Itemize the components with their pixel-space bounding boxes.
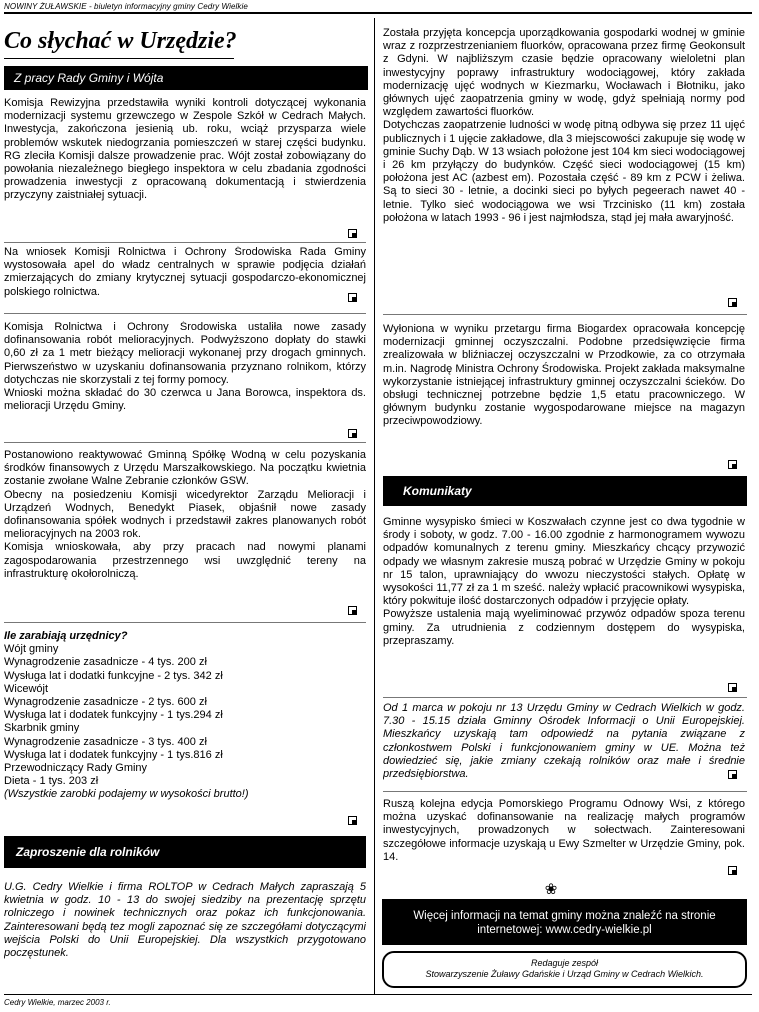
section-banner-council-label: Z pracy Rady Gminy i Wójta: [14, 71, 164, 85]
salary-line: Wysługa lat i dodatek funkcyjny - 1 tys.294 zł: [4, 709, 223, 722]
article-separator: [383, 791, 747, 792]
section-banner-invitation: [4, 836, 366, 868]
article-melioration-rules: Komisja Rolnictwa i Ochrony Środowiska ustaliła nowe zasady dofinansowania robót melioracyjnych. Podwyższono dopłaty do stawki 0,60 zł za 1 metr bieżący melioracji wykonanej przy drogach gminnych. Pierwszeństwo w uzyskaniu dofinansowania przyznano rolnikom, którzy dotychczas nie skorzystali z tej formy pomocy. Wnioski można składać do 30 czerwca u Jana Borowca, inspektora ds. melioracji Urzędu Gminy.: [4, 321, 366, 413]
salary-line: Wynagrodzenie zasadnicze - 3 tys. 400 zł: [4, 735, 207, 748]
salary-line: Wicewójt: [4, 682, 49, 695]
salary-line: Wysługa lat i dodatek funkcyjny - 1 tys.816 zł: [4, 748, 223, 761]
article-farmer-invitation: U.G. Cedry Wielkie i firma ROLTOP w Cedrach Małych zapraszają 5 kwietnia w godz. 10 - 13 do swojej siedziby na prezentację sprzętu rolniczego i nowinek technicznych oraz pokaz ich funkcjonowania. Zainteresowani będą tez mogli zapoznać się ze szczegółami dotyczącymi wejścia Polski do Unii Europejskiej. Dla wszystkich przygotowano poczęstunek.: [4, 881, 366, 960]
salary-line: Przewodniczący Rady Gminy: [4, 762, 148, 775]
column-divider: [374, 18, 375, 994]
header-rule: [4, 12, 752, 14]
end-of-article-square-icon: [348, 293, 357, 302]
salary-line: Skarbnik gminy: [4, 722, 80, 735]
article-agriculture-appeal: Na wniosek Komisji Rolnictwa i Ochrony Środowiska Rada Gminy wystosowała apel do władz centralnych w sprawie podjęcia działań zmierzających do zmiany krytycznej sytuacji gospodarczo-ekonomicznej polskiego rolnictwa.: [4, 246, 366, 298]
website-link[interactable]: internetowej: www.cedry-wielkie.pl: [477, 924, 652, 936]
end-of-article-square-icon: [728, 298, 737, 307]
website-info-box: [382, 899, 747, 945]
end-of-article-square-icon: [728, 460, 737, 469]
article-separator: [383, 314, 747, 315]
article-separator: [4, 442, 366, 443]
section-banner-announcements-label: Komunikaty: [403, 484, 472, 498]
salary-line: Wójt gminy: [4, 643, 59, 656]
page-title: Co słychać w Urzędzie?: [4, 28, 237, 54]
article-separator: [4, 242, 366, 243]
end-of-article-square-icon: [728, 770, 737, 779]
section-banner-announcements: [383, 476, 747, 506]
title-underline: [4, 58, 234, 59]
editor-names: Stowarzyszenie Żuławy Gdańskie i Urząd Gminy w Cedrach Wielkich.: [425, 969, 704, 979]
salary-line: Wysługa lat i dodatki funkcyjne - 2 tys. 342 zł: [4, 669, 223, 682]
footer-rule: [4, 994, 752, 995]
salary-line: Wynagrodzenie zasadnicze - 4 tys. 200 zł: [4, 656, 207, 669]
editorial-team-box: [382, 951, 747, 988]
article-separator: [4, 622, 366, 623]
end-of-article-square-icon: [728, 866, 737, 875]
article-water-management: Została przyjęta koncepcja uporządkowania gospodarki wodnej w gminie wraz z rozprzestrzenianiem fluorków, opracowana przez firmę Geokonsult z Gdyni. W najbliższym czasie będzie opracowany wieloletni plan inwestycyjny poprawy infrastruktury wodociągowej, który zakłada modernizację ujęć wodnych w Kiezmarku, Wocławach i Błotniku, jako głównych ujęć zaopatrzenia gminy w wodę, gdyż spełniają normy pod względem zawartości fluorków. Dotychczas zaopatrzenie ludności w wodę pitną odbywa się przez 11 ujęć publicznych i 1 ujęcie zakładowe, dla 3 miejscowości zakupuje się wodę w gminie Suchy Dąb. W 13 wsiach położone jest 104 km sieci wodociągowej i 26 km przyłączy do budynków. Część sieci wodociągowej (15 km) położona jest AC (azbest em). Pozostała część - 89 km z PCW i żeliwa. Są to sieci 30 - letnie, a docinki sieci po byłych pegeerach nawet 40 - letnie. Tylko sieć wodociągowa we wsi Trzcinisko (11 km) została położona w latach 1993 - 96 i jest najmłodsza, stąd jej mała awaryjność.: [383, 27, 745, 224]
article-eu-info-center: Od 1 marca w pokoju nr 13 Urzędu Gminy w Cedrach Wielkich w godz. 7.30 - 15.15 działa Gminny Ośrodek Informacji o Unii Europejskiej. Mieszkańcy uzyskają tam odpowiedź na pytania związane z członkostwem Polski i funkcjonowaniem gminy w UE. Można też dowiedzieć się, jakie zmiany czekają rolników oraz małe i średnie przedsiębiorstwa.: [383, 702, 745, 781]
article-audit-commission: Komisja Rewizyjna przedstawiła wyniki kontroli dotyczącej wykonania modernizacji systemu grzewczego w Zespole Szkół w Cedrach Małych. Inwestycja, zakończona jesienią ub. roku, wciąż przysparza wiele problemów wskutek niedogrzania pomieszczeń w starej części budynku. RG zleciła Komisji dalsze prowadzenie prac. Wójt został zobowiązany do powołania niezależnego biegłego inspektora w celu zbadania zgodności prowadzenia inwestycji z opracowaną dokumentacją i stwierdzenia przyczyny zaistniałej sytuacji.: [4, 97, 366, 202]
article-village-renewal: Ruszą kolejna edycja Pomorskiego Programu Odnowy Wsi, z którego można uzyskać dofinansowanie na realizację małych programów inwestycyjnych, prowadzonych w sołectwach. Zainteresowani szczegółowe informacje uzyskają u Ewy Szmelter w Urzędzie Gminy, pok. 14.: [383, 798, 745, 863]
article-water-company: Postanowiono reaktywować Gminną Spółkę Wodną w celu pozyskania środków finansowych z Urzędu Marszałkowskiego. Na początku kwietnia zostanie zwołane Walne Zebranie członków GSW. Obecny na posiedzeniu Komisji wicedyrektor Zarządu Melioracji i Urządzeń Wodnych, Benedykt Piasek, objaśnił nowe zasady dofinansowania spółek wodnych i przedstawił zakres planowanych robót melioracyjnych na 2003 rok. Komisja wnioskowała, aby przy pracach nad nowymi planami zagospodarowania przestrzennego wsi uwzględnić tereny na infrastrukturę okołorolniczą.: [4, 449, 366, 580]
salary-line: Dieta - 1 tys. 203 zł: [4, 775, 99, 788]
end-of-article-square-icon: [348, 606, 357, 615]
article-separator: [383, 697, 747, 698]
website-info-line: Więcej informacji na temat gminy można znaleźć na stronie: [413, 910, 716, 922]
end-of-article-square-icon: [348, 816, 357, 825]
section-banner-council: [4, 66, 368, 90]
end-of-article-square-icon: [348, 229, 357, 238]
article-salaries: [4, 630, 366, 826]
salary-line: Wynagrodzenie zasadnicze - 2 tys. 600 zł: [4, 696, 207, 709]
article-sewage-plant: Wyłoniona w wyniku przetargu firma Biogardex opracowała koncepcję modernizacji gminnej oczyszczalni. Podobne przedsięwzięcie firma zrealizowała w bliźniaczej oczyszczalni w Przodkowie, za co otrzymała m.in. Nagrodę Ministra Ochrony Środowiska. Projekt zakłada maksymalne wykorzystanie istniejącej infrastruktury gminnej oczyszczalni ścieków. Do obsługi technicznej potrzebne będzie 1,5 etatu pracowniczego. W głównym budynku zostanie wygospodarowane miejsce na magazyn przeciwpowodziowy.: [383, 323, 745, 428]
article-landfill: Gminne wysypisko śmieci w Koszwałach czynne jest co dwa tygodnie w środy i soboty, w godz. 7.00 - 16.00 zgodnie z harmonogramem wywozu odpadów komunalnych z terenu gminy. Mieszkańcy chcący przywozić odpady we własnym zakresie muszą pobrać w Urzędzie Gminy w pokoju nr 15 talon, uprawniający do wwozu nieczystości stałych. Opłatę w wysokości 11,77 zł za 1 m sześć. należy wpłacić pracownikowi wysypiska, który pokwituje ilość dostarczonych odpadów i przyjęcie opłaty. Powyższe ustalenia mają wyeliminować przywóz odpadów spoza terenu gminy. Za utrudnienia z codziennym dostępem do wysypiska, przepraszamy.: [383, 516, 745, 647]
end-of-article-square-icon: [348, 429, 357, 438]
section-banner-invitation-label: Zaproszenie dla rolników: [16, 845, 160, 859]
salary-note: (Wszystkie zarobki podajemy w wysokości brutto!): [4, 788, 249, 801]
footer-date: Cedry Wielkie, marzec 2003 r.: [4, 998, 111, 1007]
article-separator: [4, 313, 366, 314]
salaries-heading: Ile zarabiają urzędnicy?: [4, 630, 128, 642]
editor-label: Redaguje zespół: [530, 958, 599, 968]
end-of-article-square-icon: [728, 683, 737, 692]
header-strip: NOWINY ŻUŁAWSKIE - biuletyn informacyjny gminy Cedry Wielkie: [4, 2, 248, 11]
flower-ornament-icon: ❀: [544, 881, 558, 898]
